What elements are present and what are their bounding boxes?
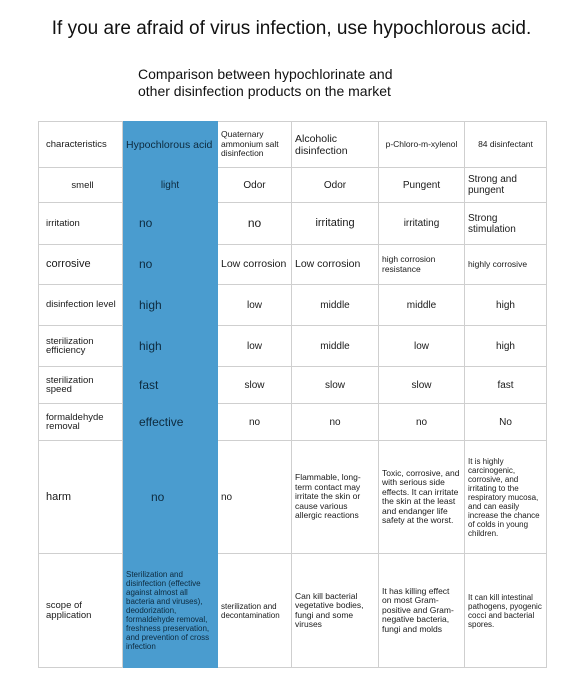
row-label-smell: smell xyxy=(39,168,123,203)
row-label-formaldehyde-removal: formaldehyde removal xyxy=(39,404,123,441)
cell: low xyxy=(379,326,465,367)
cell: slow xyxy=(379,367,465,404)
cell: no xyxy=(379,404,465,441)
cell: no xyxy=(123,245,218,285)
page-title: If you are afraid of virus infection, use hypochlorous acid. xyxy=(51,18,532,39)
header-hypochlorous-acid: Hypochlorous acid xyxy=(123,122,218,168)
cell: high xyxy=(465,326,547,367)
cell: middle xyxy=(379,285,465,326)
table-row xyxy=(39,404,547,441)
cell: sterilization and decontamination xyxy=(218,554,292,668)
cell: It can kill intestinal pathogens, pyogenic cocci and bacterial spores. xyxy=(465,554,547,668)
comparison-table xyxy=(38,121,547,668)
row-label-disinfection-level: disinfection level xyxy=(39,285,123,326)
header-alcoholic: Alcoholic disinfection xyxy=(292,122,379,168)
cell: no xyxy=(123,441,218,554)
cell: slow xyxy=(218,367,292,404)
cell: no xyxy=(218,203,292,245)
subtitle-line-1: Comparison between hypochlorinate and xyxy=(138,66,393,82)
row-label-harm: harm xyxy=(39,441,123,554)
table-row xyxy=(39,168,547,203)
cell: It has killing effect on most Gram-positive and Gram-negative bacteria, fungi and molds xyxy=(379,554,465,668)
cell: high xyxy=(123,326,218,367)
subtitle-line-2: other disinfection products on the market xyxy=(138,83,391,99)
header-characteristics: characteristics xyxy=(39,122,123,168)
cell: Odor xyxy=(218,168,292,203)
row-label-sterilization-efficiency: sterilization efficiency xyxy=(39,326,123,367)
row-label-irritation: irritation xyxy=(39,203,123,245)
cell: no xyxy=(218,441,292,554)
cell: no xyxy=(292,404,379,441)
cell: fast xyxy=(123,367,218,404)
comparison-table-wrapper xyxy=(38,121,546,667)
table-row xyxy=(39,285,547,326)
cell: Can kill bacterial vegetative bodies, fungi and some viruses xyxy=(292,554,379,668)
table-row xyxy=(39,245,547,285)
header-84-disinfectant: 84 disinfectant xyxy=(465,122,547,168)
cell: low xyxy=(218,326,292,367)
row-label-scope-of-application: scope of application xyxy=(39,554,123,668)
cell: It is highly carcinogenic, corrosive, and irritating to the respiratory mucosa, and can easily increase the chance of colds in young children. xyxy=(465,441,547,554)
cell: Odor xyxy=(292,168,379,203)
cell: no xyxy=(218,404,292,441)
header-pcmx: p-Chloro-m-xylenol xyxy=(379,122,465,168)
cell: slow xyxy=(292,367,379,404)
table-row xyxy=(39,441,547,554)
row-label-sterilization-speed: sterilization speed xyxy=(39,367,123,404)
cell: Low corrosion xyxy=(292,245,379,285)
table-row xyxy=(39,367,547,404)
cell: middle xyxy=(292,285,379,326)
cell: Flammable, long-term contact may irritate the skin or cause various allergic reactions xyxy=(292,441,379,554)
table-row xyxy=(39,203,547,245)
cell: fast xyxy=(465,367,547,404)
row-label-corrosive: corrosive xyxy=(39,245,123,285)
cell: Sterilization and disinfection (effective against almost all bacteria and viruses), deodorization, formaldehyde removal, freshness preservation, and prevention of cross infection xyxy=(123,554,218,668)
header-quaternary-ammonium: Quaternary ammonium salt disinfection xyxy=(218,122,292,168)
cell: high corrosion resistance xyxy=(379,245,465,285)
cell: high xyxy=(465,285,547,326)
table-row xyxy=(39,326,547,367)
cell: irritating xyxy=(292,203,379,245)
cell: Strong and pungent xyxy=(465,168,547,203)
cell: No xyxy=(465,404,547,441)
cell: light xyxy=(123,168,218,203)
cell: no xyxy=(123,203,218,245)
cell: middle xyxy=(292,326,379,367)
subtitle xyxy=(138,66,458,100)
cell: irritating xyxy=(379,203,465,245)
cell: Pungent xyxy=(379,168,465,203)
cell: Low corrosion xyxy=(218,245,292,285)
table-header-row xyxy=(39,122,547,168)
cell: Toxic, corrosive, and with serious side effects. It can irritate the skin at the least and endanger life safety at the worst. xyxy=(379,441,465,554)
cell: effective xyxy=(123,404,218,441)
cell: high xyxy=(123,285,218,326)
cell: highly corrosive xyxy=(465,245,547,285)
cell: low xyxy=(218,285,292,326)
cell: Strong stimulation xyxy=(465,203,547,245)
table-row xyxy=(39,554,547,668)
